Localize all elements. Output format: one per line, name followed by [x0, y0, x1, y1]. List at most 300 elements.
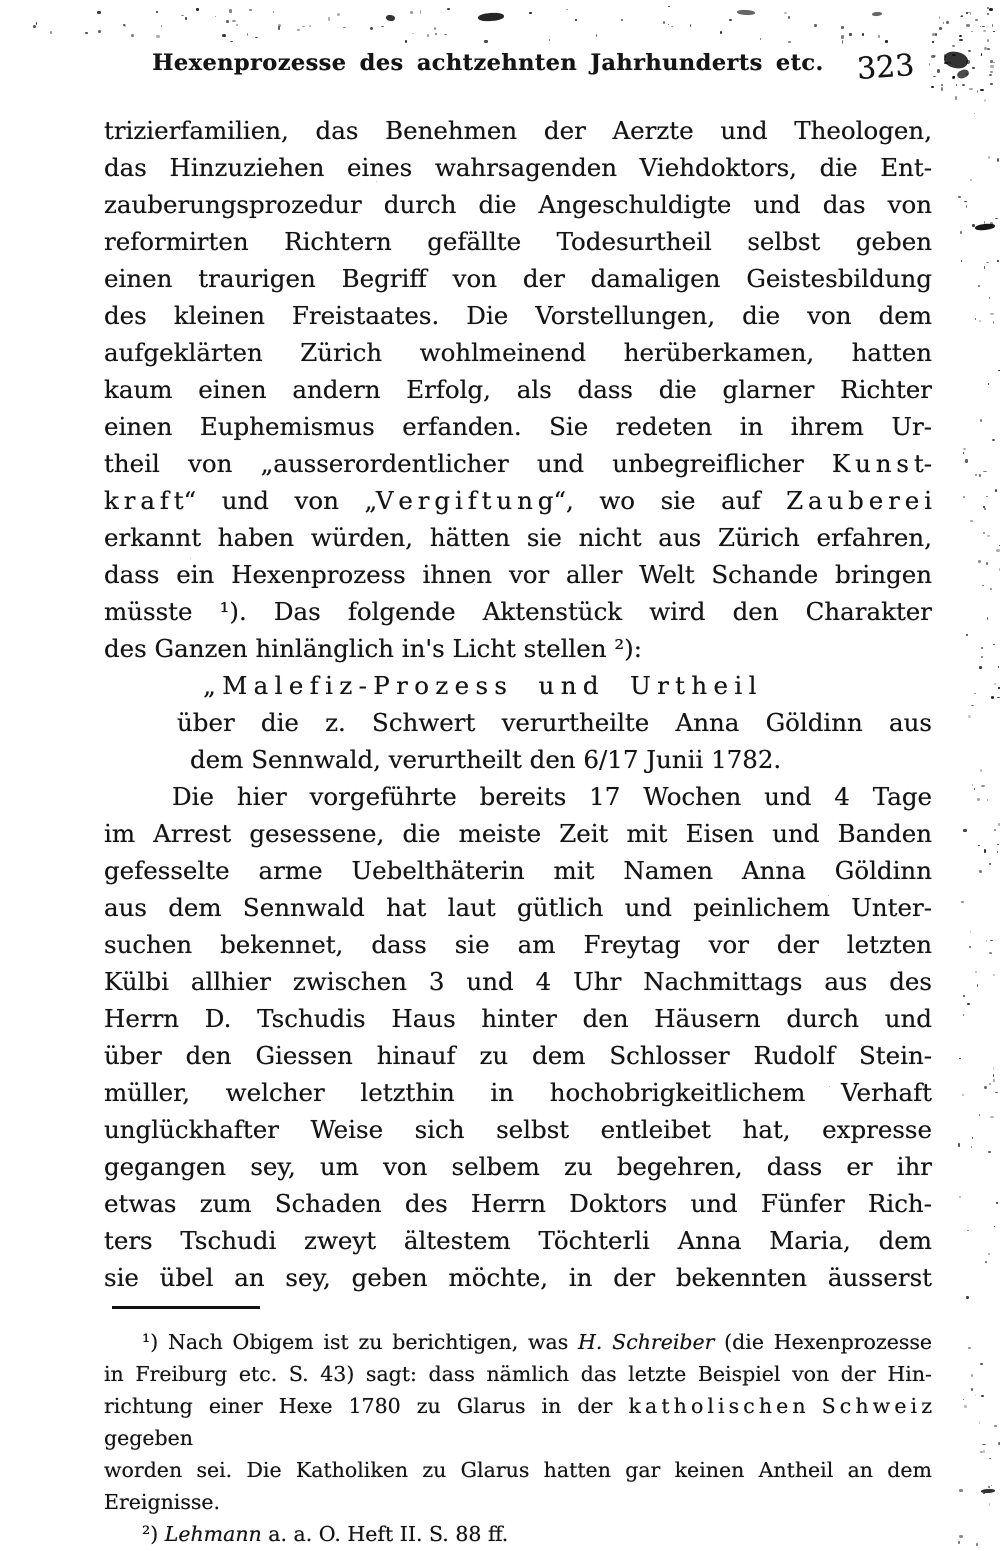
scan-speck	[993, 62, 996, 63]
scan-speck	[977, 798, 980, 801]
scan-speck	[720, 31, 722, 34]
scan-speck	[997, 158, 999, 161]
scan-speck	[990, 222, 993, 225]
scan-speck	[953, 76, 955, 78]
scan-speck	[968, 1347, 971, 1349]
scan-speck	[962, 84, 966, 87]
scan-speck	[944, 62, 948, 63]
scan-speck	[986, 262, 989, 263]
scan-speck	[671, 26, 674, 28]
scan-speck	[975, 223, 996, 231]
scan-speck	[977, 90, 979, 94]
scan-speck	[98, 30, 101, 33]
scan-speck	[989, 1458, 991, 1459]
scan-speck	[960, 231, 962, 233]
footnotes	[104, 1326, 932, 1550]
scan-speck	[993, 31, 995, 33]
text-line: Külbi allhier zwischen 3 und 4 Uhr Nachmittags aus des	[104, 967, 932, 996]
scan-speck	[959, 39, 962, 41]
scan-speck	[343, 27, 345, 28]
scan-speck	[229, 9, 232, 12]
scan-speck	[788, 41, 791, 42]
scan-speck	[941, 87, 943, 91]
scan-speck	[993, 321, 995, 324]
scan-speck	[961, 901, 964, 903]
scan-speck	[966, 24, 970, 27]
scan-speck	[989, 297, 990, 300]
scan-speck	[668, 24, 670, 26]
scan-speck	[986, 940, 988, 942]
scan-speck	[971, 1146, 973, 1147]
footnote-text: (die Hexenprozesse	[714, 1330, 933, 1354]
scan-speck	[981, 656, 983, 658]
text-line: über den Giessen hinauf zu dem Schlosser Rudolf Stein-	[104, 1041, 932, 1070]
scan-speck	[386, 14, 396, 21]
scan-speck	[974, 693, 975, 694]
scan-speck	[663, 21, 665, 24]
text-line: trizierfamilien, das Benehmen der Aerzte und Theologen,	[104, 116, 932, 145]
page-body	[104, 112, 932, 1296]
scan-speck	[975, 474, 977, 476]
quote-heading: „Malefiz-Prozess und Urtheil	[203, 671, 763, 700]
text-line: einen Euphemismus erfanden. Sie redeten in ihrem Ur-	[104, 412, 932, 441]
scan-speck	[989, 74, 992, 77]
scan-speck	[990, 65, 993, 68]
text-line: aus dem Sennwald hat laut gütlich und peinlichem Unter-	[104, 893, 932, 922]
scan-speck	[760, 38, 761, 40]
scan-speck	[966, 60, 970, 64]
text-line: einen traurigen Begriff von der damaligen Geistesbildung	[104, 264, 932, 293]
scan-speck	[97, 11, 100, 14]
scan-speck	[302, 26, 305, 27]
quote-intro-line: über die z. Schwert verurtheilte Anna Göldinn aus	[177, 708, 932, 737]
scan-speck	[405, 40, 407, 43]
scan-speck	[994, 1425, 997, 1427]
scan-speck	[952, 54, 956, 56]
text-line: gefesselte arme Uebelthäterin mit Namen Anna Göldinn	[104, 856, 932, 885]
scan-speck	[596, 34, 597, 36]
scan-speck	[484, 40, 487, 43]
scan-speck	[729, 19, 731, 21]
scan-speck	[978, 560, 981, 563]
footnote-line: Ereignisse.	[104, 1490, 221, 1514]
text-line: des Ganzen hinlänglich in's Licht stellen ²):	[104, 634, 642, 663]
scan-speck	[981, 1395, 983, 1397]
text-line: reformirten Richtern gefällte Todesurtheil selbst geben	[104, 227, 932, 256]
scan-speck	[788, 16, 790, 19]
scan-speck	[993, 1079, 996, 1082]
scan-speck	[435, 33, 436, 34]
scan-speck	[963, 1399, 964, 1401]
scan-speck	[987, 535, 990, 537]
scan-speck	[862, 33, 864, 36]
scan-speck	[983, 471, 986, 472]
scan-speck	[941, 84, 943, 86]
scan-speck	[943, 50, 970, 71]
scan-speck	[988, 383, 989, 385]
scan-speck	[968, 50, 971, 52]
scan-speck	[849, 33, 852, 35]
text-line: sie übel an sey, geben möchte, in der bekennten äusserst	[104, 1263, 932, 1292]
scan-speck	[987, 799, 989, 801]
scan-speck	[975, 19, 978, 21]
scan-speck	[841, 35, 844, 38]
scan-speck	[983, 1493, 984, 1494]
scan-speck	[309, 25, 311, 27]
scan-speck	[998, 666, 1000, 668]
text-line: gegangen sey, um von selbem zu begehren, dass er ihr	[104, 1152, 932, 1181]
text-line: Die hier vorgeführte bereits 17 Wochen und 4 Tage	[172, 782, 932, 811]
scan-speck	[979, 870, 981, 873]
scan-speck	[972, 1137, 973, 1138]
scan-speck	[971, 1374, 973, 1377]
scan-speck	[997, 851, 998, 853]
scan-speck	[981, 647, 984, 649]
scan-speck	[984, 221, 985, 224]
scan-speck	[872, 12, 882, 17]
scan-speck	[993, 1074, 994, 1076]
scan-speck	[990, 313, 993, 315]
scan-speck	[249, 9, 251, 11]
scan-speck	[983, 30, 986, 32]
scan-speck	[255, 37, 258, 38]
scan-speck	[381, 26, 384, 28]
scan-speck	[690, 24, 691, 27]
scan-speck	[997, 844, 998, 845]
scan-speck	[226, 20, 229, 23]
scan-speck	[987, 7, 990, 9]
scan-speck	[991, 696, 994, 699]
text-line: k r a f t“ und von „V e r g i f t u n g“, wo sie auf Z a u b e r e i	[104, 486, 932, 515]
scan-speck	[993, 1067, 994, 1070]
scan-speck	[979, 1114, 980, 1116]
scan-speck	[959, 1535, 962, 1538]
scan-speck	[997, 697, 1000, 698]
scan-speck	[974, 788, 975, 790]
scan-speck	[933, 55, 936, 57]
scan-speck	[478, 12, 504, 22]
scan-speck	[987, 48, 990, 50]
scan-speck	[966, 12, 968, 14]
scan-speck	[988, 156, 990, 159]
footnote-marker-1-text: ¹) Nach Obigem ist zu berichtigen, was	[142, 1330, 579, 1354]
text-line: theil von „ausserordentlicher und unbegreiflicher K u n s t-	[104, 449, 932, 478]
scan-speck	[932, 41, 934, 43]
scan-speck	[969, 946, 970, 948]
scan-speck	[959, 1058, 961, 1060]
scan-speck	[991, 1485, 992, 1486]
scan-speck	[963, 496, 965, 498]
scan-speck	[959, 1489, 962, 1492]
scan-speck	[997, 260, 999, 262]
scan-speck	[963, 1014, 964, 1016]
scan-speck	[952, 76, 955, 79]
scan-speck	[943, 22, 944, 23]
scan-speck	[981, 1489, 995, 1494]
scan-speck	[939, 16, 940, 19]
scan-speck	[976, 1543, 978, 1545]
text-line: ters Tschudi zweyt ältestem Töchterli Anna Maria, dem	[104, 1226, 932, 1255]
scan-speck	[975, 318, 976, 320]
scan-speck	[493, 16, 495, 17]
scan-speck	[990, 588, 992, 590]
text-line: müsste ¹). Das folgende Aktenstück wird den Charakter	[104, 597, 932, 626]
text-line: unglückhafter Weise sich selbst entleibet hat, expresse	[104, 1115, 932, 1144]
scan-speck	[961, 260, 963, 262]
scan-speck	[966, 73, 967, 75]
scan-speck	[412, 33, 414, 34]
scan-speck	[232, 20, 235, 22]
scan-speck	[989, 952, 992, 954]
scan-speck	[982, 1444, 985, 1445]
scan-speck	[978, 845, 981, 847]
scan-speck	[989, 1083, 991, 1085]
scan-speck	[994, 829, 996, 832]
scan-speck	[958, 1541, 960, 1544]
scan-speck	[985, 1261, 987, 1263]
scan-speck	[980, 26, 982, 28]
scan-speck	[980, 89, 984, 91]
scan-speck	[970, 12, 971, 15]
scan-speck	[124, 24, 126, 27]
text-line: zauberungsprozedur durch die Angeschuldigte und das von	[104, 190, 932, 219]
scan-speck	[968, 12, 970, 14]
scan-speck	[278, 26, 280, 29]
scan-speck	[960, 16, 964, 17]
quote-intro-line: dem Sennwald, verurtheilt den 6/17 Junii 1782.	[190, 745, 782, 774]
scan-speck	[965, 459, 968, 462]
scan-speck	[939, 27, 942, 30]
footnote-author-italic: H. Schreiber	[578, 1330, 715, 1354]
scan-speck	[956, 68, 970, 80]
scan-speck	[979, 1421, 980, 1424]
scan-speck	[575, 19, 578, 21]
scan-speck	[952, 45, 955, 47]
scan-speck	[971, 705, 974, 707]
scan-speck	[996, 1202, 998, 1204]
scan-speck	[995, 489, 997, 492]
scan-speck	[986, 562, 988, 565]
scan-speck	[982, 26, 985, 27]
scan-speck	[972, 784, 973, 786]
scan-speck	[974, 113, 975, 114]
scan-speck	[984, 508, 986, 510]
scan-speck	[992, 24, 993, 27]
footnote-line: in Freiburg etc. S. 43) sagt: dass nämlich das letzte Beispiel von der Hin-	[104, 1362, 932, 1386]
scan-speck	[979, 666, 982, 669]
scan-speck	[998, 687, 1000, 688]
scan-speck	[981, 53, 983, 56]
scan-speck	[989, 1503, 991, 1506]
scan-speck	[980, 1363, 983, 1365]
running-title: Hexenprozesse des achtzehnten Jahrhunderts etc.	[152, 50, 824, 76]
scan-speck	[273, 11, 275, 12]
footnote-author-italic: Lehmann	[164, 1522, 262, 1546]
scan-speck	[996, 549, 999, 552]
scan-speck	[984, 266, 985, 268]
scan-speck	[969, 88, 973, 90]
scan-speck	[980, 769, 981, 772]
scan-speck	[995, 1092, 998, 1093]
scan-speck	[990, 83, 993, 85]
scan-speck	[970, 930, 971, 933]
scan-speck	[247, 33, 248, 36]
scan-speck	[958, 1143, 960, 1146]
scan-speck	[988, 1486, 991, 1488]
scan-speck	[983, 506, 985, 508]
scan-speck	[984, 47, 987, 50]
scan-speck	[935, 33, 937, 35]
scan-speck	[980, 419, 982, 422]
footnote-line: worden sei. Die Katholiken zu Glarus hatten gar keinen Antheil an dem	[104, 1458, 932, 1482]
scan-speck	[215, 16, 216, 18]
scan-speck	[222, 34, 225, 37]
scan-speck	[932, 33, 935, 35]
scan-speck	[885, 40, 888, 43]
scan-speck	[968, 715, 970, 718]
scan-speck	[964, 201, 967, 203]
scan-speck	[842, 40, 843, 43]
scan-speck	[989, 863, 992, 865]
text-line: erkannt haben würden, hätten sie nicht aus Zürich erfahren,	[104, 523, 932, 552]
scan-speck	[161, 25, 163, 27]
scan-speck	[878, 35, 880, 38]
scan-speck	[185, 17, 187, 20]
scan-speck	[995, 218, 998, 219]
scan-speck	[987, 617, 988, 620]
text-line: aufgeklärten Zürich wohlmeinend herüberkamen, hatten	[104, 338, 932, 367]
scan-speck	[982, 585, 984, 586]
scan-speck	[549, 39, 550, 41]
text-line: im Arrest gesessene, die meiste Zeit mit Eisen und Banden	[104, 819, 932, 848]
scan-speck	[85, 32, 88, 35]
scan-speck	[975, 1395, 976, 1397]
scan-speck	[972, 67, 974, 69]
scan-speck	[434, 27, 436, 30]
scan-speck	[963, 829, 966, 832]
scan-speck	[181, 15, 184, 16]
scan-speck	[971, 31, 973, 33]
scan-speck	[966, 634, 968, 636]
scan-speck	[621, 19, 623, 21]
text-line: suchen bekennet, dass sie am Freytag vor der letzten	[104, 930, 932, 959]
scan-speck	[156, 35, 159, 38]
scan-speck	[370, 27, 373, 30]
scan-speck	[966, 1296, 969, 1299]
scan-speck	[958, 196, 961, 198]
scan-speck	[964, 1405, 966, 1408]
text-line: das Hinzuziehen eines wahrsagenden Viehdoktors, die Ent-	[104, 153, 932, 182]
scan-speck	[230, 41, 233, 42]
footnote-marker-2-text: ²)	[142, 1522, 165, 1546]
scan-speck	[987, 39, 989, 42]
page-number: 323	[855, 48, 916, 87]
scan-speck	[993, 974, 995, 976]
scan-speck	[988, 1253, 991, 1255]
scan-speck	[971, 1388, 974, 1391]
scan-speck	[959, 1196, 961, 1198]
scan-speck	[984, 849, 986, 852]
scan-speck	[444, 34, 447, 35]
scan-speck	[963, 448, 966, 450]
scan-speck	[981, 785, 984, 788]
scan-speck	[990, 60, 992, 63]
scan-speck	[977, 984, 978, 987]
scan-speck	[972, 224, 975, 227]
scan-speck	[966, 205, 967, 208]
scan-speck	[979, 474, 982, 477]
scan-speck	[814, 24, 817, 27]
page-header	[104, 50, 932, 96]
scan-speck	[984, 99, 986, 102]
text-line: kaum einen andern Erfolg, als dass die glarner Richter	[104, 375, 932, 404]
scan-speck	[961, 15, 963, 17]
text-line: Herrn D. Tschudis Haus hinter den Häusern durch und	[104, 1004, 932, 1033]
scan-speck	[963, 995, 965, 997]
footnote-line	[104, 1326, 932, 1358]
scan-speck	[970, 179, 972, 182]
scan-speck	[990, 71, 993, 73]
scan-speck	[949, 61, 951, 64]
scan-speck	[447, 8, 450, 10]
text-line: des kleinen Freistaates. Die Vorstellungen, die von dem	[104, 301, 932, 330]
scan-speck	[668, 6, 670, 7]
scan-speck	[933, 76, 936, 77]
scan-speck	[937, 69, 940, 73]
scan-speck	[427, 34, 430, 37]
scan-speck	[196, 8, 198, 11]
scan-speck	[978, 285, 980, 287]
scan-speck	[994, 683, 996, 685]
scan-speck	[983, 532, 985, 534]
scan-speck	[990, 940, 993, 941]
scan-speck	[983, 1450, 984, 1453]
scan-speck	[420, 10, 421, 13]
text-line: etwas zum Schaden des Herrn Doktors und Fünfer Rich-	[104, 1189, 932, 1218]
scan-speck	[955, 96, 957, 99]
scan-speck	[956, 84, 957, 86]
scan-speck	[994, 1226, 996, 1227]
scan-speck	[993, 644, 995, 645]
footnote-line	[104, 1518, 932, 1550]
scan-speck	[988, 1151, 991, 1153]
scan-speck	[970, 520, 973, 522]
scan-speck	[36, 22, 37, 25]
scan-speck	[967, 1230, 969, 1232]
scan-speck	[737, 10, 755, 16]
scan-speck	[33, 25, 36, 28]
scan-speck	[784, 12, 787, 14]
scan-speck	[328, 17, 329, 20]
footnote-text: a. a. O. Heft II. S. 88 ff.	[261, 1522, 509, 1546]
scan-speck	[566, 9, 567, 10]
scan-speck	[156, 11, 158, 14]
text-line: müller, welcher letzthin in hochobrigkeitlichem Verhaft	[104, 1078, 932, 1107]
scan-speck	[529, 12, 531, 14]
footnote-line: richtung einer Hexe 1780 zu Glarus in der k a t h o l i s c h e n S c h w e i z gegeben	[104, 1394, 932, 1450]
scan-speck	[297, 29, 300, 31]
scan-speck	[278, 24, 281, 27]
scan-speck	[975, 971, 978, 973]
scan-speck	[963, 452, 964, 453]
scan-speck	[410, 11, 413, 14]
footnote-separator	[112, 1306, 260, 1309]
scan-speck	[959, 35, 962, 37]
scan-speck	[841, 26, 844, 29]
scan-speck	[984, 1086, 987, 1089]
scan-speck	[962, 1094, 964, 1096]
scan-speck	[967, 1003, 970, 1005]
